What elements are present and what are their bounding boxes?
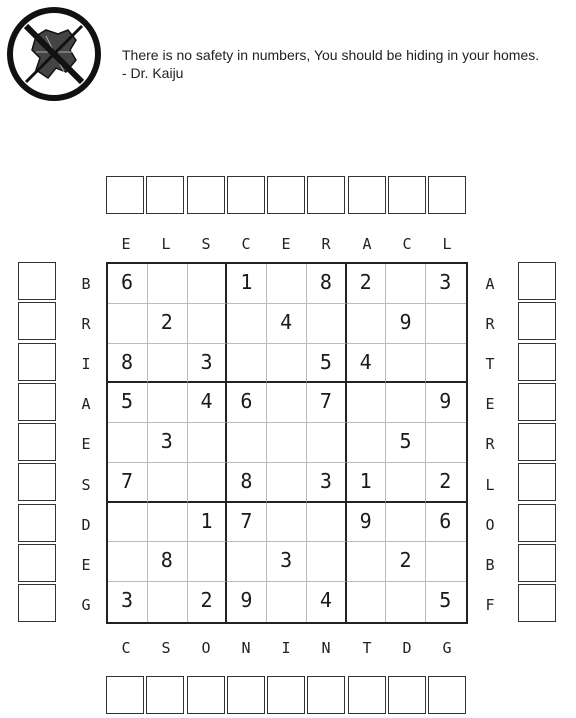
sudoku-cell[interactable]	[347, 423, 387, 463]
answer-box[interactable]	[518, 343, 556, 381]
bottom-letter: T	[362, 639, 372, 657]
sudoku-cell[interactable]	[307, 503, 347, 543]
bottom-answer-row	[106, 676, 469, 714]
bottom-letter: I	[281, 639, 291, 657]
top-letter: E	[121, 235, 131, 253]
left-letter: E	[81, 556, 91, 574]
sudoku-cell[interactable]: 9	[347, 503, 387, 543]
sudoku-cell[interactable]	[267, 423, 307, 463]
answer-box[interactable]	[518, 584, 556, 622]
answer-box[interactable]	[307, 676, 345, 714]
right-letter: A	[485, 275, 495, 293]
answer-box[interactable]	[518, 504, 556, 542]
sudoku-cell[interactable]	[227, 344, 267, 384]
sudoku-cell[interactable]	[307, 423, 347, 463]
left-answer-column	[18, 262, 56, 625]
bottom-letter: O	[201, 639, 211, 657]
sudoku-cell[interactable]	[108, 423, 148, 463]
sudoku-cell[interactable]: 7	[307, 383, 347, 423]
answer-box[interactable]	[267, 676, 305, 714]
sudoku-cell[interactable]	[426, 344, 466, 384]
answer-box[interactable]	[518, 544, 556, 582]
sudoku-cell[interactable]	[148, 503, 188, 543]
sudoku-cell[interactable]: 2	[347, 264, 387, 304]
sudoku-cell[interactable]	[426, 304, 466, 344]
sudoku-cell[interactable]: 8	[307, 264, 347, 304]
sudoku-cell[interactable]: 4	[347, 344, 387, 384]
answer-box[interactable]	[518, 463, 556, 501]
sudoku-cell[interactable]: 3	[188, 344, 228, 384]
answer-box[interactable]	[267, 176, 305, 214]
kaiju-logo-icon	[6, 6, 102, 102]
sudoku-cell[interactable]	[267, 463, 307, 503]
top-letter: L	[161, 235, 171, 253]
sudoku-cell[interactable]: 2	[188, 582, 228, 622]
answer-box[interactable]	[18, 343, 56, 381]
sudoku-cell[interactable]	[227, 542, 267, 582]
left-letter: D	[81, 516, 91, 534]
sudoku-cell[interactable]	[307, 542, 347, 582]
right-letter: F	[485, 596, 495, 614]
sudoku-cell[interactable]	[227, 423, 267, 463]
quote-text: There is no safety in numbers, You should be hiding in your homes.	[122, 47, 540, 63]
sudoku-cell[interactable]: 4	[267, 304, 307, 344]
sudoku-cell[interactable]: 5	[386, 423, 426, 463]
sudoku-cell[interactable]	[188, 304, 228, 344]
sudoku-cell[interactable]: 6	[108, 264, 148, 304]
sudoku-cell[interactable]	[148, 582, 188, 622]
answer-box[interactable]	[388, 176, 426, 214]
answer-box[interactable]	[146, 176, 184, 214]
right-answer-column	[518, 262, 556, 625]
sudoku-cell[interactable]	[386, 383, 426, 423]
sudoku-cell[interactable]	[108, 542, 148, 582]
sudoku-cell[interactable]: 4	[307, 582, 347, 622]
sudoku-cell[interactable]	[426, 423, 466, 463]
bottom-letter: N	[241, 639, 251, 657]
sudoku-cell[interactable]: 3	[267, 542, 307, 582]
sudoku-cell[interactable]: 9	[426, 383, 466, 423]
answer-box[interactable]	[518, 423, 556, 461]
sudoku-cell[interactable]	[267, 344, 307, 384]
answer-box[interactable]	[518, 262, 556, 300]
sudoku-cell[interactable]	[188, 423, 228, 463]
left-letter: G	[81, 596, 91, 614]
answer-box[interactable]	[348, 176, 386, 214]
sudoku-cell[interactable]	[347, 383, 387, 423]
sudoku-cell[interactable]	[426, 542, 466, 582]
right-letter: R	[485, 435, 495, 453]
top-letter: C	[402, 235, 412, 253]
answer-box[interactable]	[307, 176, 345, 214]
sudoku-cell[interactable]: 9	[386, 304, 426, 344]
sudoku-cell[interactable]: 3	[108, 582, 148, 622]
sudoku-cell[interactable]: 3	[307, 463, 347, 503]
quote	[122, 46, 539, 82]
sudoku-cell[interactable]: 2	[148, 304, 188, 344]
top-letter: E	[281, 235, 291, 253]
answer-box[interactable]	[187, 176, 225, 214]
sudoku-cell[interactable]: 6	[227, 383, 267, 423]
sudoku-cell[interactable]: 1	[188, 503, 228, 543]
sudoku-cell[interactable]	[188, 264, 228, 304]
sudoku-cell[interactable]: 7	[227, 503, 267, 543]
answer-box[interactable]	[388, 676, 426, 714]
right-letter: T	[485, 355, 495, 373]
sudoku-cell[interactable]	[108, 304, 148, 344]
sudoku-cell[interactable]	[347, 304, 387, 344]
right-letter: O	[485, 516, 495, 534]
sudoku-cell[interactable]: 1	[227, 264, 267, 304]
top-letter: L	[442, 235, 452, 253]
left-letter: I	[81, 355, 91, 373]
sudoku-cell[interactable]	[267, 383, 307, 423]
sudoku-cell[interactable]	[386, 503, 426, 543]
sudoku-cell[interactable]	[386, 344, 426, 384]
top-letter: A	[362, 235, 372, 253]
answer-box[interactable]	[18, 262, 56, 300]
sudoku-cell[interactable]: 8	[108, 344, 148, 384]
right-letter: E	[485, 395, 495, 413]
bottom-letter: D	[402, 639, 412, 657]
sudoku-cell[interactable]: 2	[386, 542, 426, 582]
answer-box[interactable]	[227, 676, 265, 714]
sudoku-cell[interactable]	[386, 582, 426, 622]
top-letter: C	[241, 235, 251, 253]
sudoku-cell[interactable]: 8	[148, 542, 188, 582]
answer-box[interactable]	[18, 302, 56, 340]
left-letter: A	[81, 395, 91, 413]
sudoku-cell[interactable]: 3	[426, 264, 466, 304]
sudoku-cell[interactable]	[347, 582, 387, 622]
left-letter: R	[81, 315, 91, 333]
sudoku-cell[interactable]: 5	[108, 383, 148, 423]
sudoku-cell[interactable]	[148, 264, 188, 304]
left-letter: B	[81, 275, 91, 293]
answer-box[interactable]	[146, 676, 184, 714]
answer-box[interactable]	[348, 676, 386, 714]
answer-box[interactable]	[18, 504, 56, 542]
answer-box[interactable]	[106, 176, 144, 214]
sudoku-cell[interactable]: 9	[227, 582, 267, 622]
sudoku-cell[interactable]	[188, 542, 228, 582]
answer-box[interactable]	[518, 302, 556, 340]
sudoku-cell[interactable]	[386, 264, 426, 304]
left-letter: E	[81, 435, 91, 453]
answer-box[interactable]	[18, 423, 56, 461]
bottom-letter: C	[121, 639, 131, 657]
quote-author: - Dr. Kaiju	[122, 65, 184, 81]
sudoku-cell[interactable]	[148, 344, 188, 384]
answer-box[interactable]	[18, 383, 56, 421]
sudoku-cell[interactable]: 1	[347, 463, 387, 503]
sudoku-cell[interactable]	[148, 383, 188, 423]
left-letter: S	[81, 476, 91, 494]
sudoku-cell[interactable]	[347, 542, 387, 582]
bottom-letter: S	[161, 639, 171, 657]
answer-box[interactable]	[428, 676, 466, 714]
sudoku-cell[interactable]	[267, 503, 307, 543]
sudoku-cell[interactable]: 6	[426, 503, 466, 543]
sudoku-cell[interactable]: 5	[439, 588, 452, 613]
right-letter: R	[485, 315, 495, 333]
bottom-letter: N	[321, 639, 331, 657]
top-letter: S	[201, 235, 211, 253]
answer-box[interactable]	[18, 544, 56, 582]
sudoku-cell[interactable]	[267, 264, 307, 304]
answer-box[interactable]	[106, 676, 144, 714]
sudoku-cell[interactable]: 5	[307, 344, 347, 384]
sudoku-cell[interactable]: 8	[227, 463, 267, 503]
answer-box[interactable]	[18, 584, 56, 622]
answer-box[interactable]	[227, 176, 265, 214]
sudoku-cell[interactable]	[227, 304, 267, 344]
sudoku-cell[interactable]	[267, 582, 307, 622]
sudoku-cell[interactable]	[108, 503, 148, 543]
answer-box[interactable]	[187, 676, 225, 714]
sudoku-cell[interactable]	[188, 463, 228, 503]
sudoku-cell[interactable]: 7	[108, 463, 148, 503]
sudoku-grid	[106, 262, 468, 624]
sudoku-cell[interactable]: 3	[148, 423, 188, 463]
top-answer-row	[106, 176, 469, 214]
sudoku-cell[interactable]: 4	[188, 383, 228, 423]
sudoku-cell[interactable]	[148, 463, 188, 503]
right-letter: B	[485, 556, 495, 574]
top-letter: R	[321, 235, 331, 253]
bottom-letter: G	[442, 639, 452, 657]
sudoku-cell[interactable]	[307, 304, 347, 344]
answer-box[interactable]	[518, 383, 556, 421]
answer-box[interactable]	[18, 463, 56, 501]
right-letter: L	[485, 476, 495, 494]
sudoku-cell[interactable]	[386, 463, 426, 503]
sudoku-cell[interactable]: 2	[426, 463, 466, 503]
answer-box[interactable]	[428, 176, 466, 214]
